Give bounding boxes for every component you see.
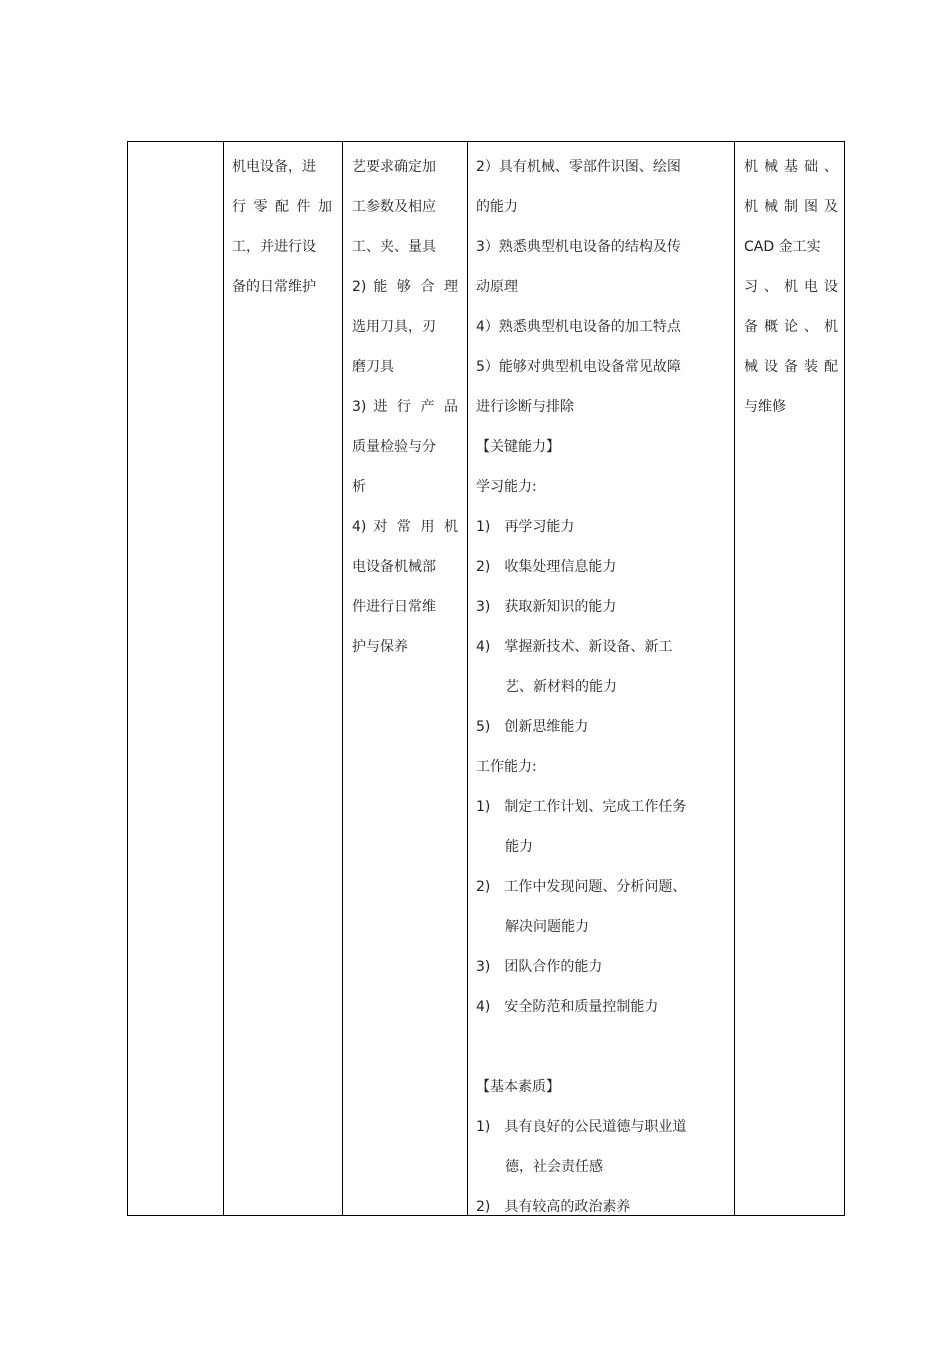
cell-line: 学习能力: <box>476 479 537 495</box>
cell-line: 4) 掌握新技术、新设备、新工 <box>476 639 673 655</box>
cell-line: 机 械 基 础 、 <box>744 159 838 175</box>
cell-line: 艺要求确定加 <box>352 159 436 175</box>
cell-line: 4) 安全防范和质量控制能力 <box>476 999 659 1015</box>
table-cell-work-task <box>232 147 332 307</box>
cell-line: 3）熟悉典型机电设备的结构及传 <box>476 239 681 255</box>
cell-line: 行 零 配 件 加 <box>232 199 332 215</box>
cell-line: 动原理 <box>476 279 518 295</box>
cell-line: 磨刀具 <box>352 359 394 375</box>
cell-line: 2) 工作中发现问题、分析问题、 <box>476 879 687 895</box>
cell-line: 2) 能 够 合 理 <box>352 279 458 295</box>
cell-line: 选用刀具，刃 <box>352 319 436 335</box>
cell-line: 2）具有机械、零部件识图、绘图 <box>476 159 681 175</box>
cell-line: 3) 获取新知识的能力 <box>476 599 617 615</box>
cell-line: 4) 对 常 用 机 <box>352 519 458 535</box>
cell-line: 5）能够对典型机电设备常见故障 <box>476 359 681 375</box>
cell-line: 工作能力: <box>476 759 537 775</box>
cell-line: 习 、 机 电 设 <box>744 279 838 295</box>
cell-line: 1) 具有良好的公民道德与职业道 <box>476 1119 687 1135</box>
column-divider-3 <box>467 141 468 1216</box>
cell-line: 解决问题能力 <box>505 919 589 935</box>
cell-line: 工、夹、量具 <box>352 239 436 255</box>
cell-line: 护与保养 <box>352 639 408 655</box>
cell-line: 机电设备，进 <box>232 159 316 175</box>
cell-line: 备 概 论 、 机 <box>744 319 838 335</box>
cell-line: 电设备机械部 <box>352 559 436 575</box>
cell-line: 2) 具有较高的政治素养 <box>476 1199 631 1215</box>
column-divider-1 <box>223 141 224 1216</box>
cell-line: 工参数及相应 <box>352 199 436 215</box>
cell-line: 械 设 备 装 配 <box>744 359 838 375</box>
cell-line: 质量检验与分 <box>352 439 436 455</box>
cell-line: 【关键能力】 <box>476 439 560 455</box>
cell-line: 3) 进 行 产 品 <box>352 399 458 415</box>
table-cell-professional-skills <box>352 147 458 667</box>
cell-line: 件进行日常维 <box>352 599 436 615</box>
cell-line: 1) 制定工作计划、完成工作任务 <box>476 799 687 815</box>
table-cell-related-courses <box>744 147 838 427</box>
cell-line: CAD 金工实 <box>744 239 821 255</box>
ability-list <box>476 147 726 1227</box>
table-cell-ability-requirements <box>476 147 726 1227</box>
cell-line: 【基本素质】 <box>476 1079 560 1095</box>
cell-line: 与维修 <box>744 399 786 415</box>
cell-line: 3) 团队合作的能力 <box>476 959 603 975</box>
cell-line: 5) 创新思维能力 <box>476 719 589 735</box>
cell-line: 艺、新材料的能力 <box>505 679 617 695</box>
cell-line: 机 械 制 图 及 <box>744 199 838 215</box>
cell-line: 1) 再学习能力 <box>476 519 575 535</box>
cell-line <box>476 1027 726 1067</box>
cell-line: 能力 <box>505 839 533 855</box>
cell-line: 工，并进行设 <box>232 239 316 255</box>
cell-line: 进行诊断与排除 <box>476 399 574 415</box>
column-divider-2 <box>342 141 343 1216</box>
column-divider-4 <box>734 141 735 1216</box>
cell-line: 德，社会责任感 <box>505 1159 603 1175</box>
cell-line: 4）熟悉典型机电设备的加工特点 <box>476 319 681 335</box>
cell-line: 的能力 <box>476 199 518 215</box>
cell-line: 2) 收集处理信息能力 <box>476 559 617 575</box>
cell-line: 析 <box>352 479 366 495</box>
cell-line: 备的日常维护 <box>232 279 316 295</box>
